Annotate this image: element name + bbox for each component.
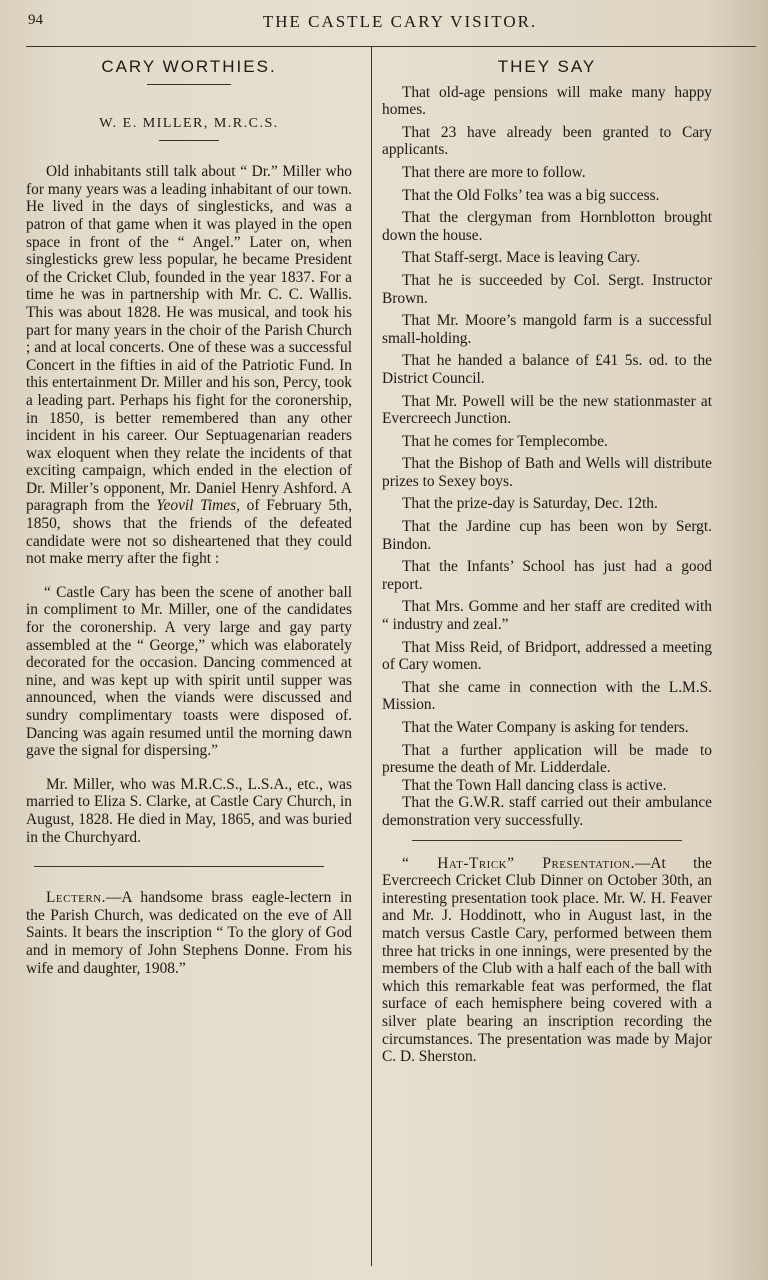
saying-item: That he handed a balance of £41 5s. od. to the District Council. [382, 352, 712, 387]
saying-item: That 23 have already been granted to Cary applicants. [382, 123, 712, 159]
saying-item: That Mr. Powell will be the new stationmaster at Evercreech Junction. [382, 392, 712, 428]
hat-trick-text: —At the Evercreech Cricket Club Dinner on October 30th, an interesting presentation took place. Mr. W. H. Feaver and Mr. J. Hoddinott, who in August last, in the match versus Castle Cary, performed between them three hat tricks in one innings, were presented by the members of the Club with a half each of the ball with which this remarkable feat was performed, the flat surface of each hemisphere being covered with a silver plate bearing an inscription recording the circumstances. The presentation was made by Major C. D. Sherston. [382, 854, 712, 1066]
saying-item: That Mr. Moore’s mangold farm is a successful small-holding. [382, 312, 712, 347]
sayings-list [382, 84, 712, 830]
saying-item: That the Jardine cup has been won by Sergt. Bindon. [382, 518, 712, 553]
header-rule [26, 46, 756, 47]
title-rule [147, 84, 231, 85]
section-divider [34, 866, 324, 867]
saying-item: That there are more to follow. [402, 163, 586, 181]
section-title-they-say: THEY SAY [497, 57, 597, 76]
saying-item: That Miss Reid, of Bridport, addressed a meeting of Cary women. [382, 638, 712, 674]
saying-item: That the Water Company is asking for tenders. [402, 719, 689, 736]
paragraph-text: Old inhabitants still talk about “ Dr.” Miller who for many years was a leading inhabitant of our town. He lived in the days of singlesticks, and was a patron of that game when it was played in the open space in front of the “ Angel.” Later on, when singlesticks grew less popular, he became President of the Cricket Club, founded in the year 1837. For a time he was in partnership with Mr. C. C. Wallis. This was about 1828. He was musical, and took his part for many years in the choir of the Parish Church ; and at local concerts. One of these was a successful Concert in the fifties in aid of the Patriotic Fund. In this entertainment Dr. Miller and his son, Percy, took a leading part. Perhaps his fight for the coronership, in 1850, is better remembered than any other incident in his career. Our Septuagenarian readers wax eloquent when they relate the incidents of that exciting campaign, which ended in the election of Dr. Miller’s opponent, Mr. Daniel Henry Ashford. A paragraph from the [26, 163, 352, 515]
saying-item: That the Town Hall dancing class is active. [402, 776, 667, 794]
lectern-heading: Lectern. [46, 889, 107, 907]
saying-item: That he comes for Templecombe. [402, 432, 608, 450]
article-paragraph [26, 163, 352, 568]
saying-item: That the Infants’ School has just had a good report. [382, 558, 712, 593]
newspaper-quote: “ Castle Cary has been the scene of another ball in compliment to Mr. Miller, one of the candidates for the coronership. A very large and gay party assembled at the “ George,” which was elaborately decorated for the occasion. Dancing commenced at nine, and was kept up with spirit until supper was announced, when the viands were discussed and sundry complimentary toasts were disposed of. Dancing was again resumed until the morning dawn gave the signal for dispersing.” [26, 583, 352, 760]
paragraph-text-end: of February 5th, 1850, shows that the friends of the defeated candidate were not so disheartened that they could not make merry after the fight : [26, 497, 352, 568]
hat-trick-paragraph [382, 855, 712, 1066]
saying-item: That Mrs. Gomme and her staff are credited with “ industry and zeal.” [382, 598, 712, 634]
saying-item: That the Old Folks’ tea was a big success. [402, 186, 660, 204]
saying-item: That the prize-day is Saturday, Dec. 12th. [402, 495, 658, 513]
saying-item: That the G.W.R. staff carried out their ambulance demonstration very successfully. [382, 794, 712, 829]
lectern-paragraph [26, 889, 352, 977]
page-number: 94 [28, 12, 43, 28]
running-title: THE CASTLE CARY VISITOR. [262, 12, 538, 31]
saying-item: That he is succeeded by Col. Sergt. Instructor Brown. [382, 271, 712, 307]
section-divider [412, 840, 682, 841]
lectern-text: —A handsome brass eagle-lectern in the Parish Church, was dedicated on the eve of All Saints. It bears the inscription “ To the glory of God and in memory of John Stephens Donne. From his wife and daughter, 1908.” [26, 889, 352, 977]
left-column [26, 58, 352, 977]
saying-item: That she came in connection with the L.M.S. Mission. [382, 678, 712, 714]
right-column [382, 58, 712, 1066]
column-divider [371, 46, 372, 1266]
saying-item: That old-age pensions will make many happy homes. [382, 83, 712, 119]
newspaper-title: Yeovil Times, [156, 497, 240, 515]
article-title-cary-worthies: CARY WORTHIES. [101, 57, 277, 76]
saying-item: That a further application will be made to presume the death of Mr. Lidderdale. [382, 741, 712, 777]
saying-item: That the Bishop of Bath and Wells will distribute prizes to Sexey boys. [382, 455, 712, 490]
page-header [0, 12, 768, 36]
article-paragraph-closing: Mr. Miller, who was M.R.C.S., L.S.A., etc., was married to Eliza S. Clarke, at Castle Cary Church, in August, 1828. He died in May, 1865, and was buried in the Churchyard. [26, 775, 352, 846]
saying-item: That the clergyman from Hornblotton brought down the house. [382, 209, 712, 244]
hat-trick-heading: “ Hat-Trick” Presentation. [402, 854, 635, 872]
saying-item: That Staff-sergt. Mace is leaving Cary. [402, 249, 641, 267]
article-byline: W. E. MILLER, M.R.C.S. [99, 115, 279, 131]
byline-rule [159, 140, 219, 141]
